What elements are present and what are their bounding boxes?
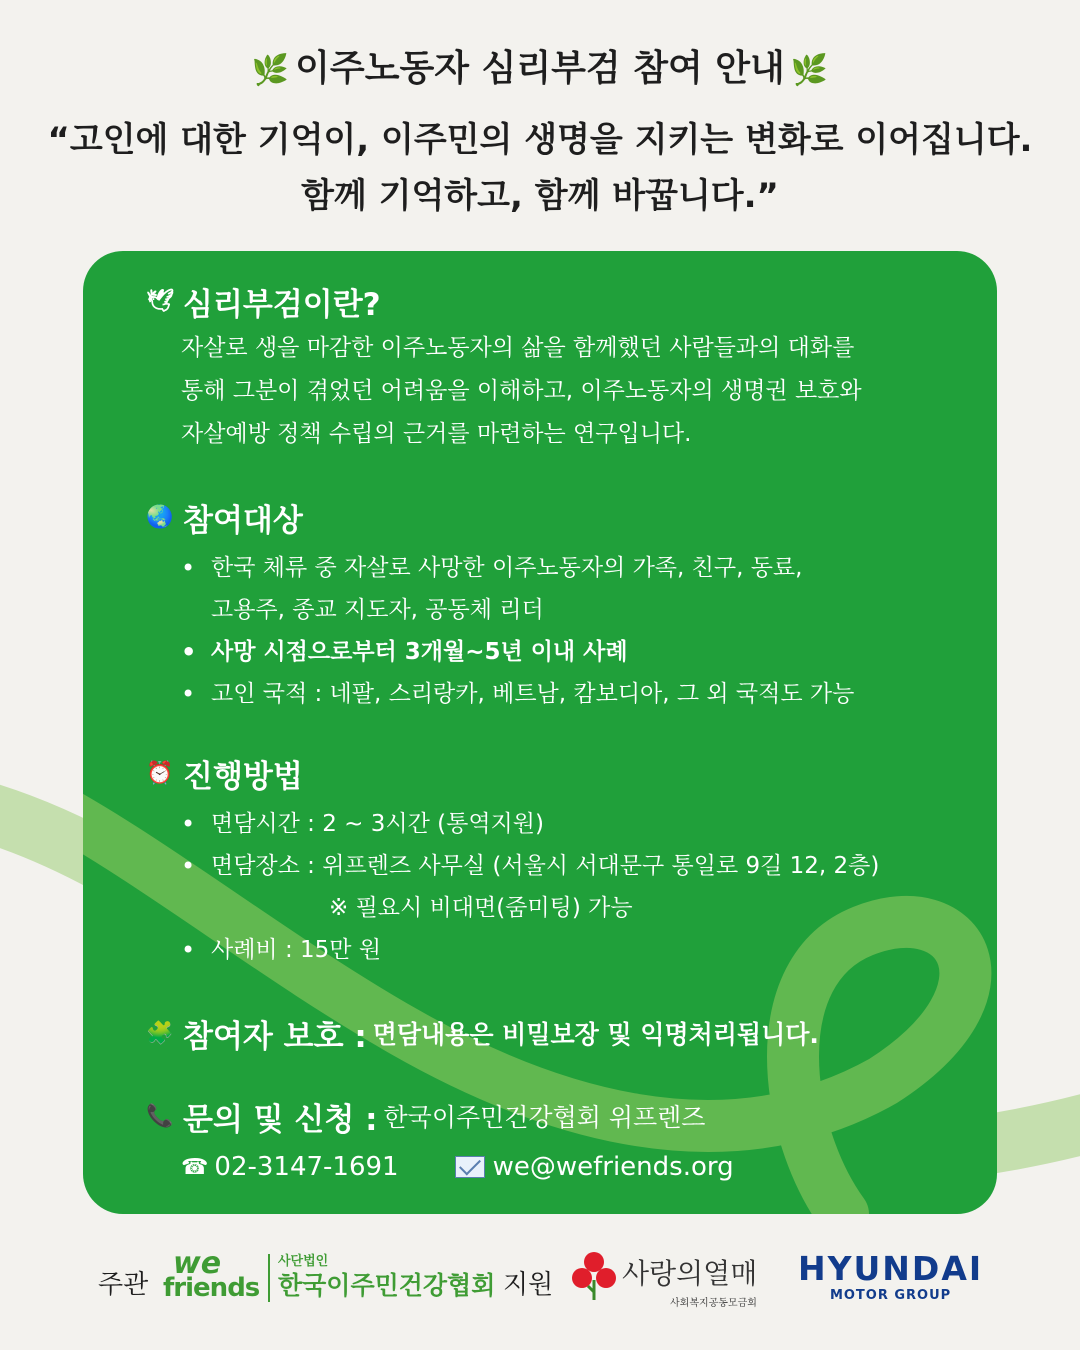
info-card — [83, 251, 997, 1214]
list-item: • 사례비 : 15만 원 — [181, 929, 985, 971]
section-contact-org: 한국이주민건강협회 위프렌즈 — [383, 1103, 706, 1132]
section-about-body — [181, 327, 985, 456]
wefriends-logo-we: we — [173, 1246, 222, 1281]
footer — [0, 1244, 1080, 1314]
dove-icon: 🕊 — [146, 288, 174, 314]
list-item-text: 고용주, 종교 지도자, 공동체 리더 — [211, 597, 544, 623]
section-contact-title: 문의 및 신청 : — [183, 1101, 378, 1138]
list-item-text: • 한국 체류 중 자살로 사망한 이주노동자의 가족, 친구, 동료, — [211, 555, 803, 581]
contact-row — [181, 1152, 985, 1182]
section-protection — [145, 1011, 985, 1055]
leaf-icon: 🌿 — [790, 53, 829, 88]
list-item — [181, 547, 985, 631]
love-fruit-logo — [570, 1250, 758, 1310]
page-title — [0, 40, 1080, 91]
host-label: 주관 — [98, 1270, 149, 1300]
section-contact — [145, 1094, 985, 1182]
quote-line-1: “고인에 대한 기억이, 이주민의 생명을 지키는 변화로 이어집니다. — [47, 120, 1033, 160]
list-item: • 고인 국적 : 네팔, 스리랑카, 베트남, 캄보디아, 그 외 국적도 가능 — [181, 673, 985, 715]
phone-number[interactable]: 02-3147-1691 — [214, 1152, 399, 1182]
about-line: 자살로 생을 마감한 이주노동자의 삶을 함께했던 사람들과의 대화를 — [181, 335, 855, 361]
alarm-clock-icon: ⏰ — [146, 760, 174, 786]
list-item-note: ※ 필요시 비대면(줌미팅) 가능 — [329, 895, 633, 921]
email-address[interactable]: we@wefriends.org — [492, 1152, 734, 1182]
wefriends-logo — [163, 1246, 260, 1303]
support-label: 지원 — [503, 1270, 554, 1300]
section-protection-text: 면담내용은 비밀보장 및 익명처리됩니다. — [372, 1020, 819, 1049]
love-fruit-subtitle: 사회복지공동모금회 — [670, 1298, 757, 1309]
hyundai-logo-subtitle: MOTOR GROUP — [829, 1288, 952, 1303]
section-method — [145, 751, 985, 971]
about-line: 통해 그분이 겪었던 어려움을 이해하고, 이주노동자의 생명권 보호와 — [181, 378, 862, 404]
love-fruit-icon — [570, 1250, 618, 1306]
target-list — [181, 547, 985, 715]
association-type: 사단법인 — [278, 1254, 329, 1269]
section-about — [145, 279, 985, 456]
puzzle-icon: 🧩 — [146, 1020, 174, 1046]
method-list — [181, 803, 985, 971]
section-protection-title: 참여자 보호 : — [183, 1018, 367, 1055]
section-about-title: 심리부검이란? — [183, 286, 381, 323]
association-logo — [268, 1254, 495, 1302]
list-item-text: • 면담장소 : 위프렌즈 사무실 (서울시 서대문구 통일로 9길 12, 2층) — [211, 853, 880, 879]
section-method-title: 진행방법 — [183, 758, 303, 795]
globe-icon: 🌏 — [146, 504, 174, 530]
quote-line-2: 함께 기억하고, 함께 바꿉니다.” — [301, 176, 779, 216]
hyundai-logo — [798, 1250, 983, 1304]
email-icon — [455, 1156, 485, 1178]
page-title-text: 이주노동자 심리부검 참여 안내 — [295, 48, 785, 89]
list-item: • 사망 시점으로부터 3개월~5년 이내 사례 — [181, 631, 985, 673]
section-target-title: 참여대상 — [183, 502, 303, 539]
love-fruit-name: 사랑의열매 — [622, 1257, 758, 1290]
quote — [0, 112, 1080, 224]
list-item — [181, 845, 985, 929]
hyundai-logo-name: HYUNDAI — [798, 1249, 984, 1288]
section-target — [145, 495, 985, 715]
list-item: • 면담시간 : 2 ~ 3시간 (통역지원) — [181, 803, 985, 845]
association-name: 한국이주민건강협회 — [278, 1271, 496, 1300]
wefriends-logo-friends: friends — [163, 1273, 260, 1303]
telephone-icon: 📞 — [146, 1103, 174, 1129]
leaf-icon: 🌿 — [251, 53, 290, 88]
about-line: 자살예방 정책 수립의 근거를 마련하는 연구입니다. — [181, 421, 692, 447]
phone-icon: ☎ — [181, 1154, 209, 1180]
